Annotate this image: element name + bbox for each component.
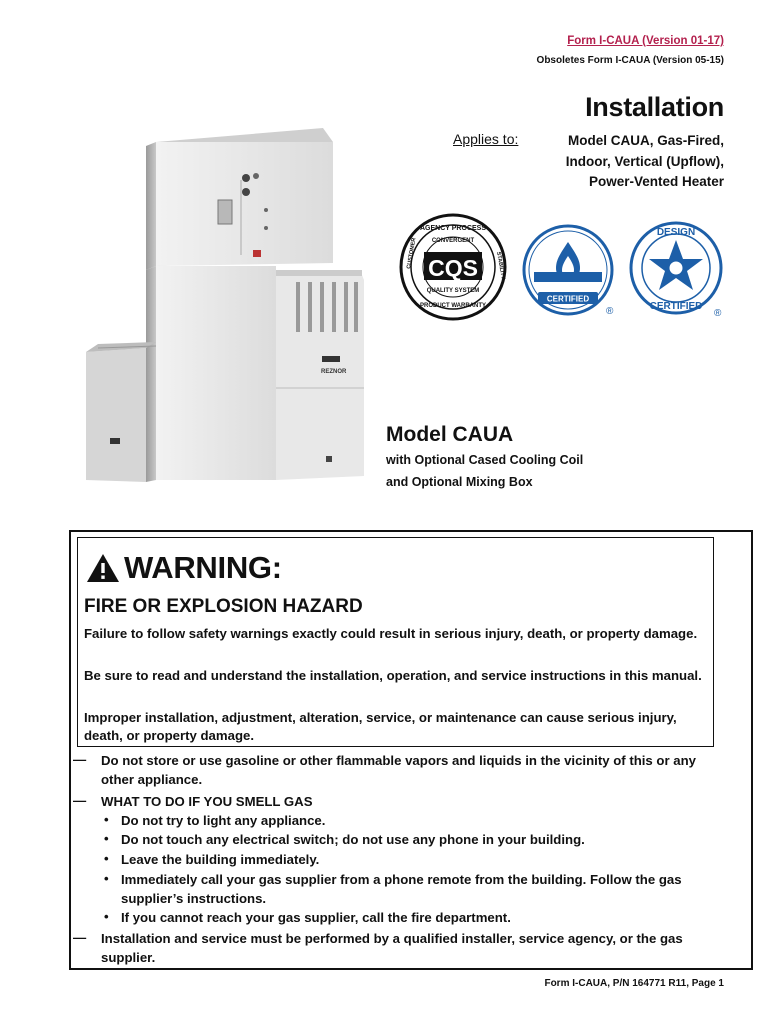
cqs-ring-left: CUSTOMER (406, 237, 418, 270)
bullet-mark: • (104, 812, 109, 827)
gas-instruction-item: Immediately call your gas supplier from a phone remote from the building. Follow the gas supplier’s instructions. (121, 872, 682, 906)
applies-to-label: Applies to: (453, 131, 519, 147)
warning-paragraph-2: Be sure to read and understand the installation, operation, and service instructions in this manual. (84, 668, 702, 683)
csa-certified-logo (520, 222, 620, 320)
bullet-mark: • (104, 909, 109, 924)
page-title: Installation (585, 92, 724, 122)
dash-mark: — (73, 930, 87, 945)
applies-to-text (504, 131, 724, 193)
brand-plate: REZNOR (321, 369, 347, 375)
cqs-ring-bottom2: PRODUCT WARRANTY (420, 303, 486, 309)
design-registered-mark: ® (714, 308, 722, 319)
hazard-title: FIRE OR EXPLOSION HAZARD (84, 596, 363, 617)
dash-mark: — (73, 793, 87, 808)
design-bottom-text: CERTIFIED (649, 301, 703, 312)
product-photo (78, 120, 388, 520)
csa-registered-mark: ® (606, 306, 614, 317)
design-certified-logo (628, 218, 728, 322)
design-top-text: DESIGN (656, 227, 696, 238)
model-subtitle-2: and Optional Mixing Box (386, 475, 533, 489)
gas-instruction-item: Leave the building immediately. (121, 852, 320, 867)
warning-paragraph-1: Failure to follow safety warnings exactly could result in serious injury, death, or property damage. (84, 626, 698, 641)
applies-line: Power-Vented Heater (588, 174, 724, 189)
applies-line: Model CAUA, Gas-Fired, (567, 133, 724, 148)
applies-line: Indoor, Vertical (Upflow), (565, 153, 724, 169)
warning-item-smell-gas: WHAT TO DO IF YOU SMELL GAS (101, 794, 313, 809)
gas-instruction-item: If you cannot reach your gas supplier, call the fire department. (121, 910, 511, 925)
warning-heading (86, 550, 282, 586)
cqs-ring-right: STABILITY (495, 251, 506, 280)
dash-mark: — (73, 752, 87, 767)
bullet-mark: • (104, 871, 109, 886)
cqs-ring-inner: CONVERGENT (431, 238, 475, 244)
csa-label: CERTIFIED (546, 294, 590, 304)
warning-title: WARNING: (124, 550, 282, 585)
model-subtitle-1: with Optional Cased Cooling Coil (386, 453, 584, 467)
gas-instruction-item: Do not touch any electrical switch; do not use any phone in your building. (121, 832, 585, 847)
cqs-ring-top: AGENCY PROCESS (420, 225, 486, 232)
gas-instruction-item: Do not try to light any appliance. (121, 813, 326, 828)
bullet-mark: • (104, 851, 109, 866)
bullet-mark: • (104, 831, 109, 846)
form-version-link[interactable]: Form I-CAUA (Version 01-17) (567, 35, 724, 47)
cqs-ring-bottom: QUALITY SYSTEM (426, 288, 480, 294)
model-title: Model CAUA (386, 423, 514, 446)
warning-item-installation: Installation and service must be performed by a qualified installer, service agency, or the gas supplier. (101, 931, 683, 965)
page-footer: Form I-CAUA, P/N 164771 R11, Page 1 (544, 978, 724, 989)
obsoletes-note: Obsoletes Form I-CAUA (Version 05-15) (536, 55, 724, 66)
warning-triangle-icon (86, 553, 120, 583)
cqs-center-text: CQS (428, 255, 478, 281)
warning-paragraph-3: Improper installation, adjustment, alteration, service, or maintenance can cause serious injury, death, or property damage. (84, 710, 677, 743)
warning-item-gasoline: Do not store or use gasoline or other flammable vapors and liquids in the vicinity of this or any other appliance. (101, 753, 697, 787)
cqs-logo (398, 212, 508, 322)
